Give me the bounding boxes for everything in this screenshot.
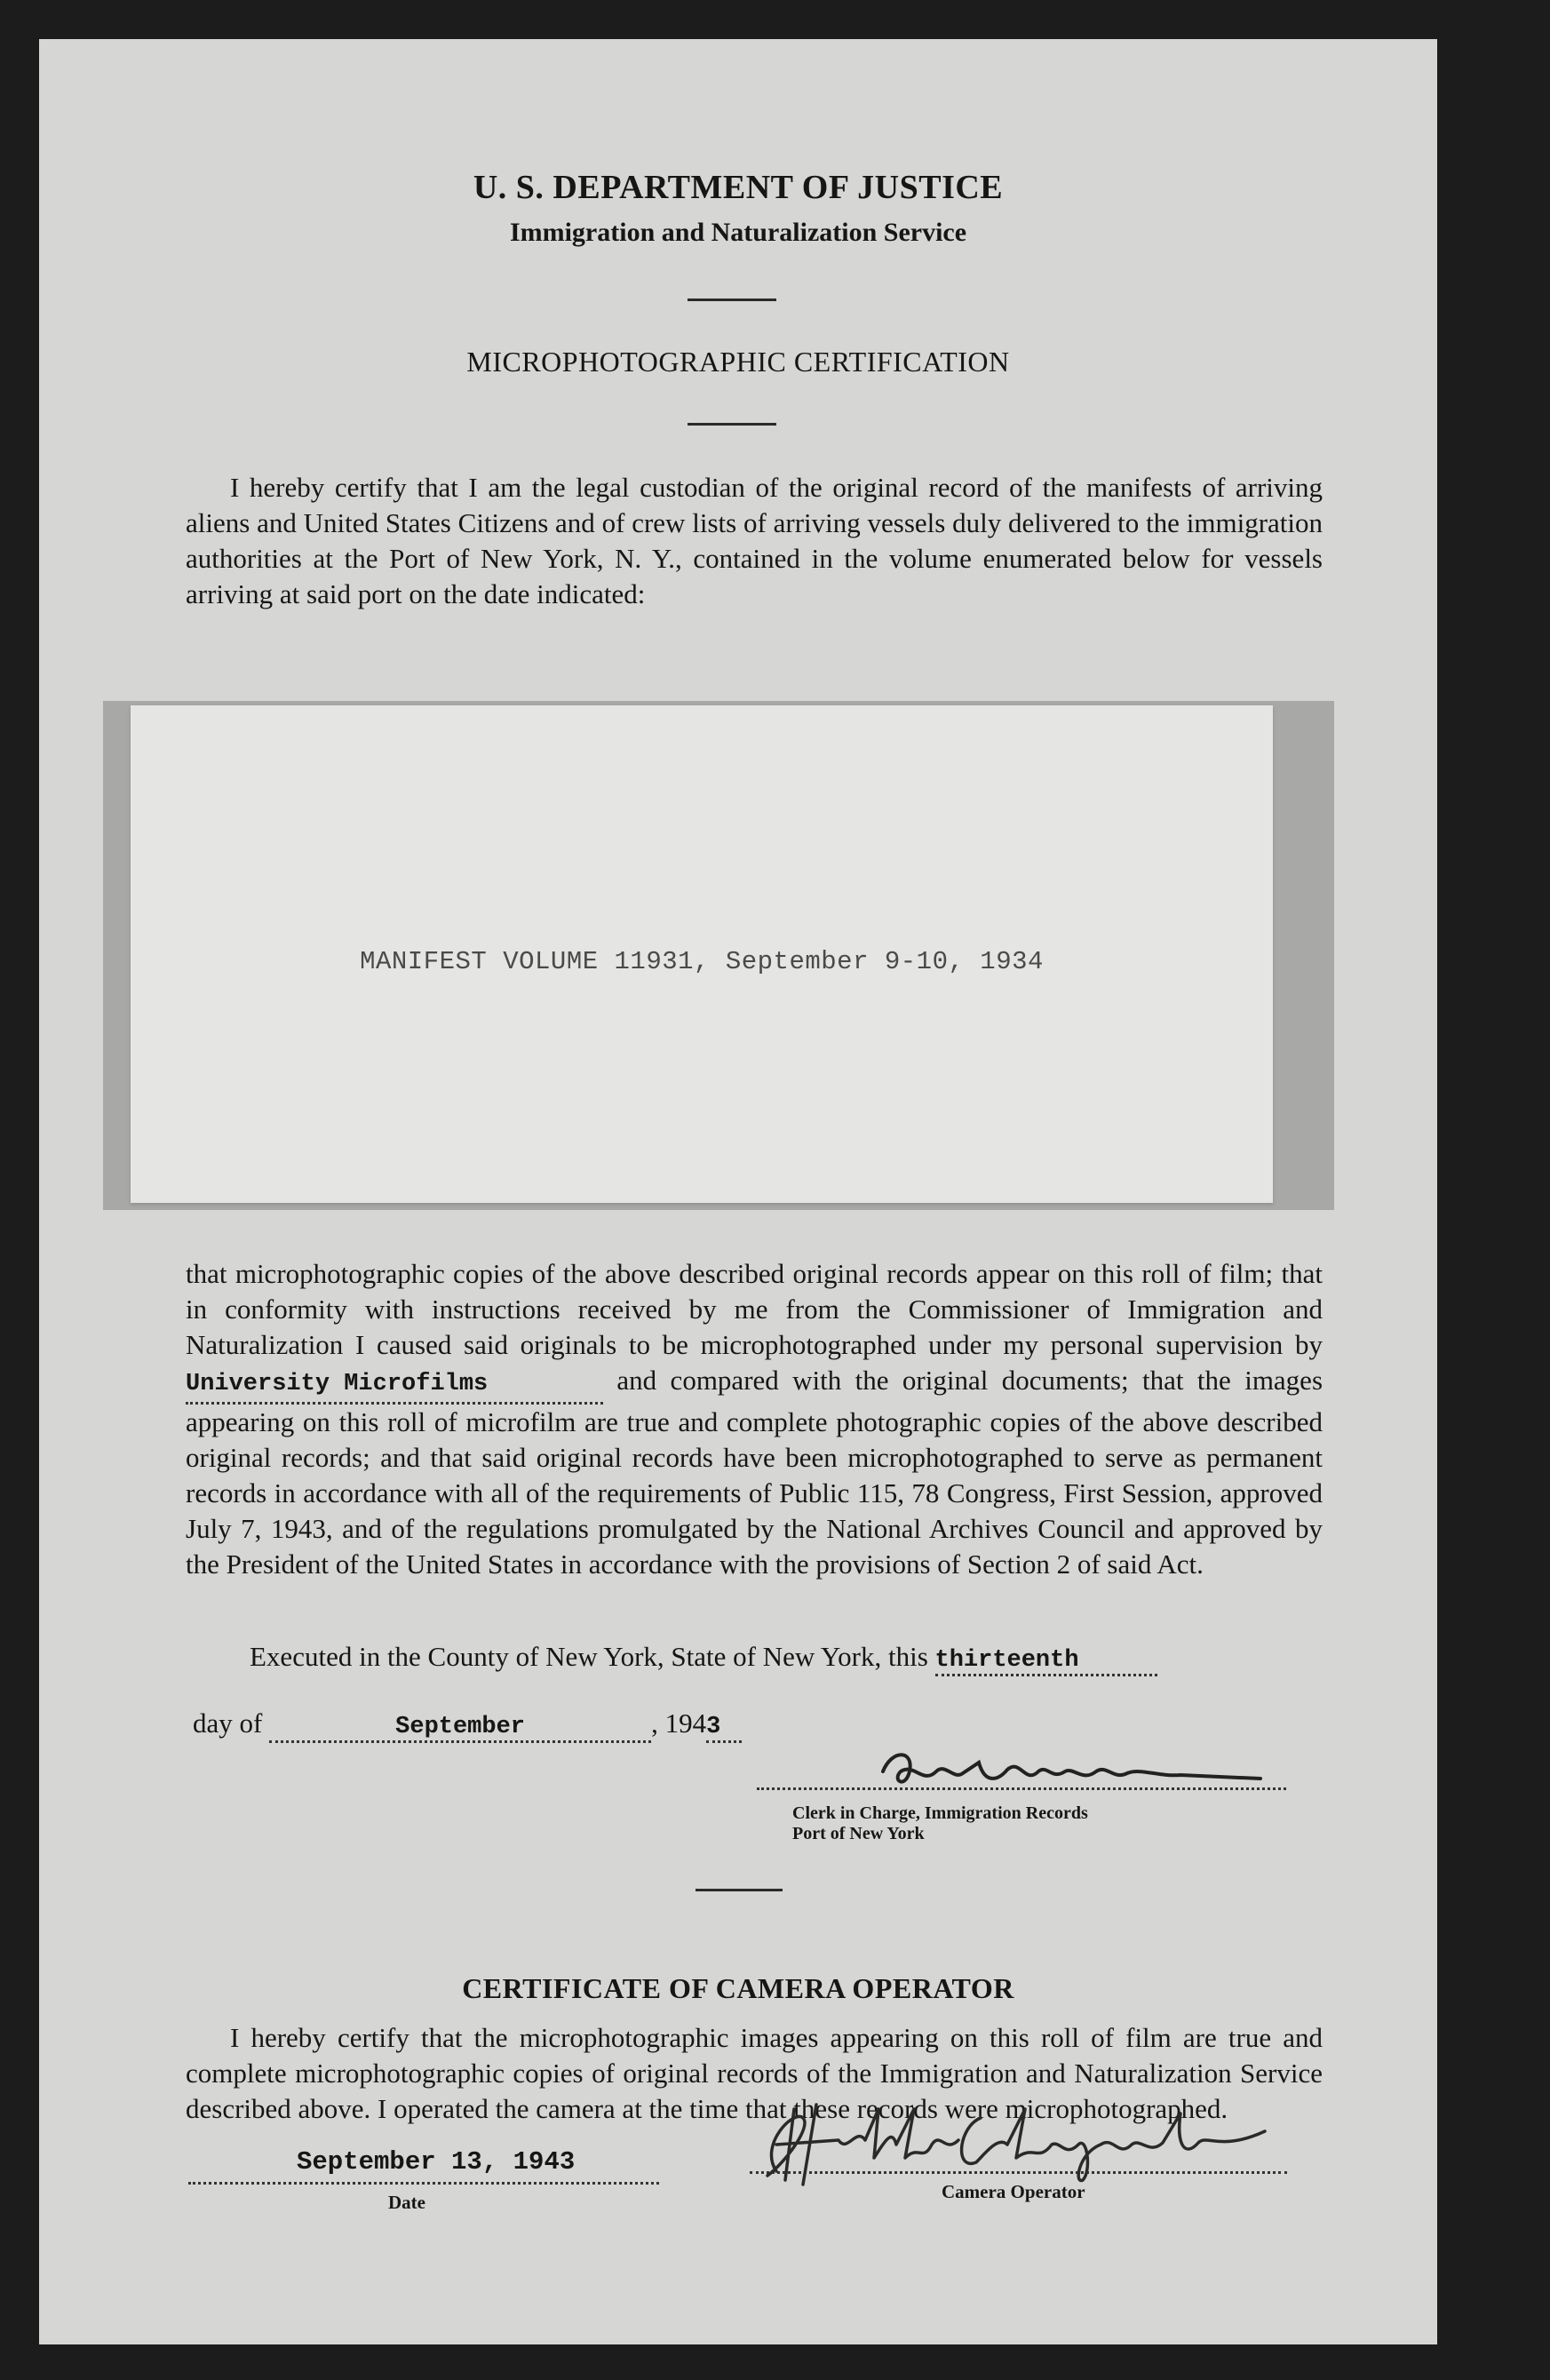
clerk-title-line1: Clerk in Charge, Immigration Records — [792, 1803, 1088, 1823]
day-of-line — [193, 1707, 742, 1743]
department-heading: U. S. DEPARTMENT OF JUSTICE — [473, 169, 1004, 206]
service-subheading: Immigration and Naturalization Service — [509, 218, 967, 247]
camera-operator-paragraph: I hereby certify that the microphotographic images appearing on this roll of film are true and complete microphotographic copies of original records of the Immigration and Naturalization Service described above. I operated the camera at the time that these records were microphotographed. — [186, 2022, 1323, 2124]
divider — [688, 423, 776, 426]
executed-day: thirteenth — [934, 1647, 1079, 1674]
operator-date-value: September 13, 1943 — [297, 2147, 576, 2177]
divider — [696, 1889, 783, 1891]
divider — [688, 298, 776, 301]
executed-line — [250, 1641, 1157, 1676]
year-prefix: , 194 — [651, 1707, 707, 1739]
manifest-volume-text: MANIFEST VOLUME 11931, September 9-10, 1934 — [360, 947, 1044, 976]
certification-body — [186, 1256, 1323, 1582]
operator-signature — [741, 2091, 1274, 2189]
certificate-sheet — [39, 39, 1437, 2344]
executed-day-field — [935, 1641, 1157, 1676]
executed-prefix: Executed in the County of New York, State of New York, this — [250, 1641, 928, 1672]
manifest-card — [131, 705, 1273, 1203]
camera-operator-label: Camera Operator — [942, 2181, 1085, 2202]
supervisor-name: University Microfilms — [186, 1371, 489, 1397]
clerk-title — [792, 1803, 1088, 1844]
month-field — [269, 1707, 651, 1743]
month-value: September — [395, 1714, 525, 1740]
intro-paragraph: I hereby certify that I am the legal custodian of the original record of the manifests of arriving aliens and United States Citizens and of crew lists of arriving vessels duly delivered to the immigration authorities at the Port of New York, N. Y., contained in the volume enumerated below for vessels arriving at said port on the date indicated: — [186, 472, 1323, 609]
date-label: Date — [388, 2192, 425, 2213]
certification-title: MICROPHOTOGRAPHIC CERTIFICATION — [466, 346, 1010, 378]
camera-operator-title: CERTIFICATE OF CAMERA OPERATOR — [462, 1972, 1014, 2004]
day-of-label: day of — [193, 1707, 263, 1739]
body-text-end: and compared with the original documents; that the images appearing on this roll of microfilm are true and complete photographic copies of the above described original records; and that said original records have been microphotographed to serve as permanent records in accordance with all of the requirements of Public 115, 78 Congress, First Session, approved July 7, 1943, and of the regulations promulgated by the National Archives Council and approved by the President of the United States in accordance with the provisions of Section 2 of said Act. — [186, 1365, 1323, 1580]
clerk-signature — [874, 1745, 1265, 1798]
date-line — [188, 2182, 659, 2185]
year-digit: 3 — [706, 1714, 721, 1740]
supervisor-field — [186, 1363, 603, 1405]
year-field — [706, 1707, 741, 1743]
clerk-title-line2: Port of New York — [792, 1824, 925, 1843]
body-text-start: that microphotographic copies of the above described original records appear on this roll of film; that in conformity with instructions received by me from the Commissioner of Immigration and Naturalization I caused said originals to be microphotographed under my personal supervision by — [186, 1258, 1323, 1360]
